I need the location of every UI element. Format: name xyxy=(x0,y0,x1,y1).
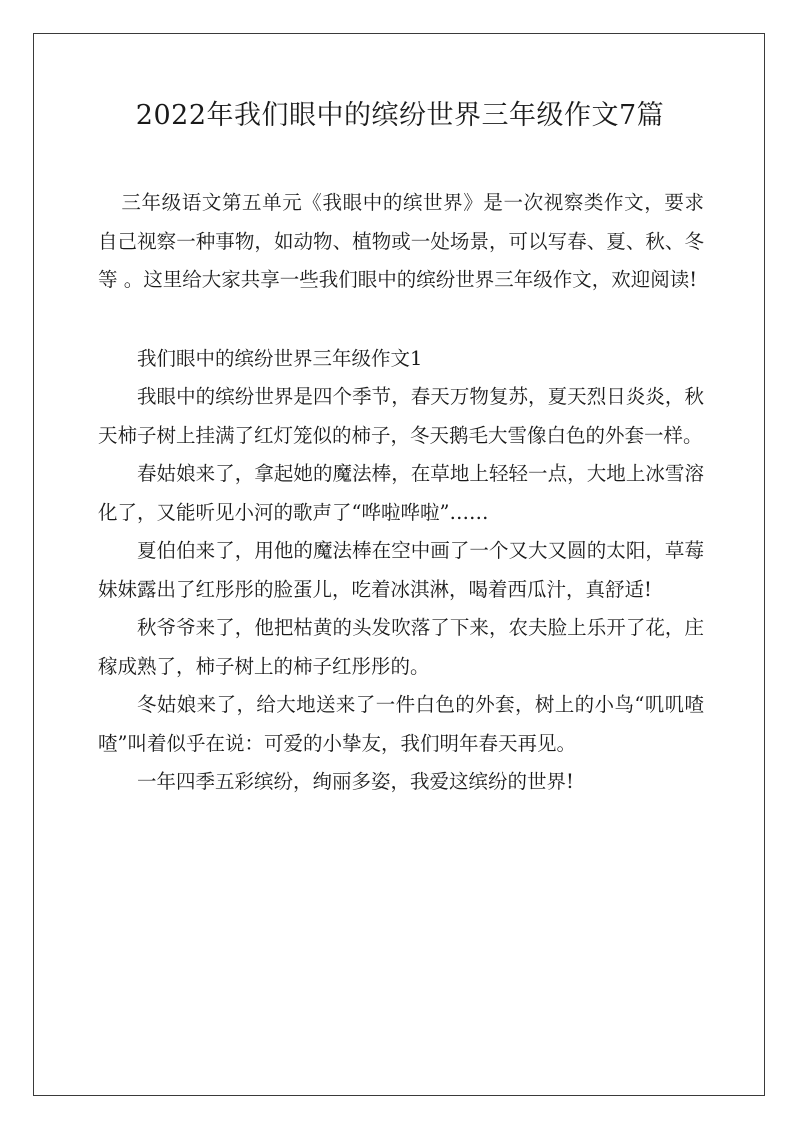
body-paragraph: 春姑娘来了，拿起她的魔法棒，在草地上轻轻一点，大地上冰雪溶化了，又能听见小河的歌声了“哗啦哗啦”…… xyxy=(98,462,704,524)
section-heading: 我们眼中的缤纷世界三年级作文1 xyxy=(137,346,423,370)
body-paragraph: 夏伯伯来了，用他的魔法棒在空中画了一个又大又圆的太阳，草莓妹妹露出了红彤彤的脸蛋儿，吃着冰淇淋，喝着西瓜汁，真舒适! xyxy=(98,539,704,601)
body-paragraph: 一年四季五彩缤纷，绚丽多姿，我爱这缤纷的世界! xyxy=(137,770,574,793)
section-spacer xyxy=(98,300,704,340)
body-paragraph: 我眼中的缤纷世界是四个季节，春天万物复苏，夏天烈日炎炎，秋天柿子树上挂满了红灯笼似的柿子，冬天鹅毛大雪像白色的外套一样。 xyxy=(98,385,704,447)
body-paragraph: 冬姑娘来了，给大地送来了一件白色的外套，树上的小鸟“叽叽喳喳”叫着似乎在说：可爱的小挚友，我们明年春天再见。 xyxy=(98,693,704,755)
document-title: 2022年我们眼中的缤纷世界三年级作文7篇 xyxy=(135,100,665,131)
document-body xyxy=(98,184,704,802)
intro-paragraph: 三年级语文第五单元《我眼中的缤世界》是一次视察类作文，要求自己视察一种事物，如动物、植物或一处场景，可以写春、夏、秋、冬等 。这里给大家共享一些我们眼中的缤纷世界三年级作文，欢迎阅读! xyxy=(98,191,704,291)
body-paragraph: 秋爷爷来了，他把枯黄的头发吹落了下来，农夫脸上乐开了花，庄稼成熟了，柿子树上的柿子红彤彤的。 xyxy=(98,616,704,678)
